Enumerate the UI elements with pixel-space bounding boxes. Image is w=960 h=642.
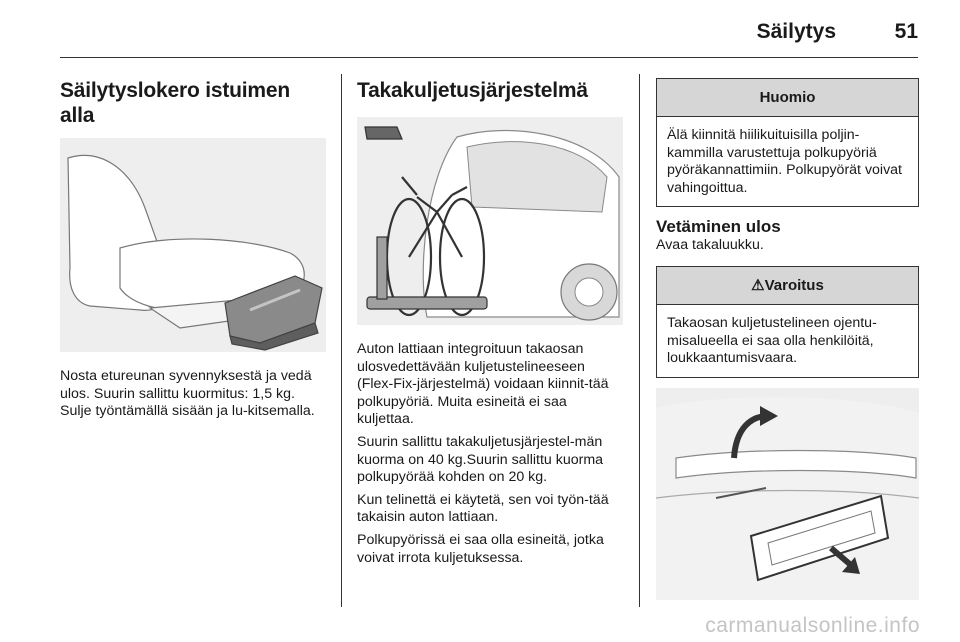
page-header (60, 14, 918, 58)
bike-carrier-illustration (357, 117, 623, 325)
heading-rear-carrier: Takakuljetusjärjestelmä (357, 79, 588, 102)
note-box (656, 78, 919, 207)
warning-title: Varoitus (764, 276, 824, 294)
page-number: 51 (894, 20, 918, 43)
pull-out-instruction: Avaa takaluukku. (656, 237, 764, 254)
seat-storage-instructions: Nosta etureunan syvennyksestä ja vedä ulos. Suurin sallittu kuormitus: 1,5 kg. Sulje työntämällä sisään ja lu-kitsemalla. (60, 368, 315, 420)
warning-header (657, 267, 918, 305)
watermark: carmanualsonline.info (705, 614, 920, 637)
column-divider (639, 74, 640, 607)
column-seat-storage (60, 78, 326, 421)
warning-body: Takaosan kuljetustelineen ojentu-misalueella ei saa olla henkilöitä, loukkaantumisvaara. (667, 314, 877, 367)
paragraph: Auton lattiaan integroituun takaosan ulosvedettävään kuljetustelineeseen (Flex-Fix-järjestelmä) voidaan kiinnit-tää polkupyöriä. Muita esineitä ei saa kuljettaa. (357, 341, 609, 428)
paragraph: Polkupyörissä ei saa olla esineitä, jotka voivat irrota kuljetuksessa. (357, 531, 604, 566)
heading-seat-storage: Säilytyslokero istuimen alla (60, 79, 290, 127)
subheading-pull-out: Vetäminen ulos (656, 217, 781, 237)
paragraph: Kun telinettä ei käytetä, sen voi työn-tää takaisin auton lattiaan. (357, 491, 609, 526)
section-title: Säilytys (756, 20, 836, 43)
paragraph: Suurin sallittu takakuljetusjärjestel-män kuorma on 40 kg.Suurin sallittu kuorma polkupyörää kohden on 20 kg. (357, 433, 604, 486)
warning-triangle-icon: ⚠ (751, 276, 765, 294)
column-divider (341, 74, 342, 607)
rear-carrier-text (357, 341, 623, 567)
note-body: Älä kiinnitä hiilikuituisilla poljin-kammilla varustettuja polkupyöriä pyöräkannattimiin. Polkupyörät voivat vahingoittua. (667, 127, 903, 196)
bike-carrier-drawing (357, 117, 623, 325)
carrier-pull-drawing (656, 388, 919, 600)
seat-drawer-drawing (60, 138, 326, 352)
seat-drawer-illustration (60, 138, 326, 352)
carrier-pull-illustration (656, 388, 919, 600)
note-title: Huomio (657, 79, 918, 117)
column-notices (656, 78, 919, 600)
column-rear-carrier (357, 78, 623, 567)
warning-box (656, 266, 919, 378)
